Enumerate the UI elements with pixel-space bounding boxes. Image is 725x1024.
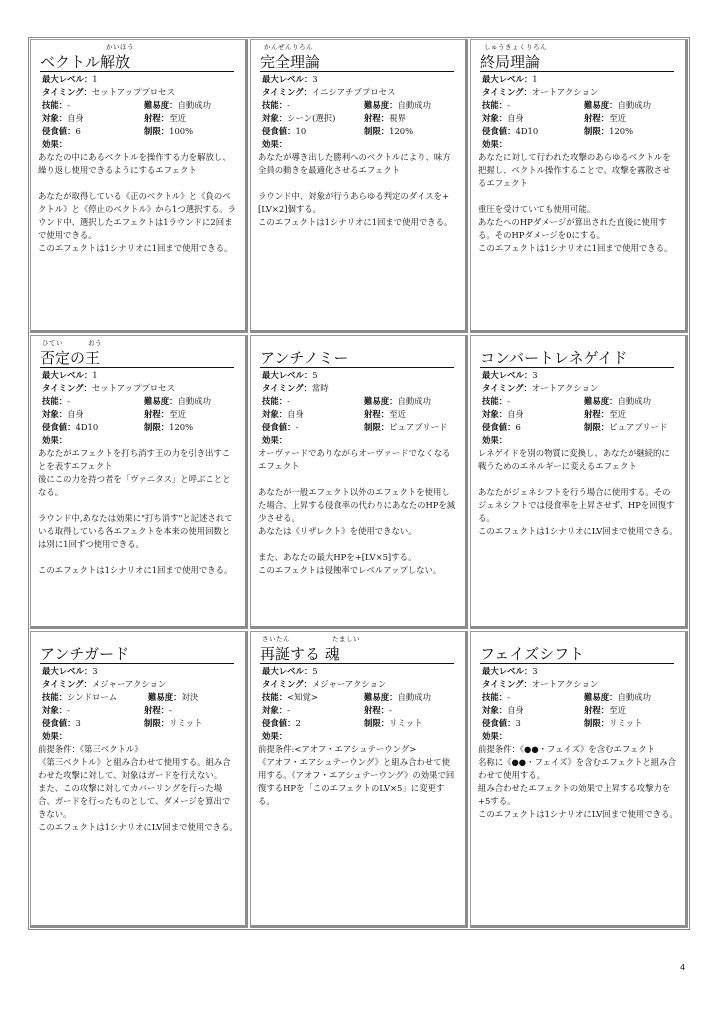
- effect-text: [258, 743, 462, 808]
- range-label: 射程: [144, 113, 161, 123]
- timing-label: タイミング: [262, 87, 304, 97]
- difficulty-value: 自動成功: [397, 692, 431, 702]
- range-value: 至近: [609, 409, 626, 419]
- card-title: 否定の王: [40, 349, 234, 368]
- target-value: -: [67, 705, 70, 715]
- skill-value: シンドローム: [67, 692, 118, 702]
- difficulty-value: 自動成功: [397, 100, 431, 110]
- target-label: 対象: [42, 409, 59, 419]
- erosion-value: 3: [75, 718, 81, 728]
- timing-label: タイミング: [42, 679, 84, 689]
- skill-label: 技能: [482, 396, 499, 406]
- limit-value: 120%: [609, 126, 634, 136]
- card-stats: 最大レベル：3 タイミング：オートアクション 技能：- 難易度：自動成功 対象：自身 射程：至近 侵食値：3 制限：リミット 効果：: [482, 666, 651, 741]
- title-ruby: たましい: [332, 635, 360, 643]
- card-stats: 最大レベル：5 タイミング：メジャーアクション 技能：<知覚> 難易度：自動成功 対象：- 射程：- 侵食値：2 制限：リミット 効果：: [262, 666, 431, 741]
- range-label: 射程: [364, 409, 381, 419]
- target-value: -: [287, 705, 290, 715]
- card-title-block: [38, 634, 242, 664]
- effect-paragraph: 名称に《●●・フェイズ》を含むエフェクトと組み合わせて使用する。: [478, 757, 676, 780]
- card-title-block: [38, 42, 242, 72]
- limit-label: 制限: [144, 718, 161, 728]
- erosion-label: 侵食値: [42, 718, 68, 728]
- range-label: 射程: [584, 705, 601, 715]
- range-value: 至近: [169, 113, 186, 123]
- effect-paragraph: あなたの中にあるベクトルを操作する力を解放し、繰り返し使用できるようにするエフェクト: [38, 152, 231, 175]
- card-stats: 最大レベル：3 タイミング：オートアクション 技能：- 難易度：自動成功 対象：自身 射程：至近 侵食値：6 制限：ピュアブリード 効果：: [482, 370, 668, 445]
- target-value: シーン(選択): [287, 113, 336, 123]
- limit-value: 100%: [169, 126, 194, 136]
- timing-value: オートアクション: [531, 383, 599, 393]
- range-value: 至近: [609, 113, 626, 123]
- target-value: 自身: [287, 409, 304, 419]
- skill-label: 技能: [262, 692, 279, 702]
- card-title-block: [478, 338, 682, 368]
- effect-text: [38, 151, 242, 255]
- limit-label: 制限: [584, 422, 601, 432]
- skill-label: 技能: [482, 692, 499, 702]
- card-stats: 最大レベル：1 タイミング：セットアッププロセス 技能：- 難易度：自動成功 対象：自身 射程：至近 侵食値：6 制限：100% 効果：: [42, 74, 211, 149]
- target-label: 対象: [42, 113, 59, 123]
- effect-card-vector-release: [30, 39, 248, 333]
- difficulty-label: 難易度: [584, 100, 610, 110]
- page-number: 4: [680, 963, 686, 972]
- card-stats: 最大レベル：3 タイミング：イニシアチブプロセス 技能：- 難易度：自動成功 対象：シーン(選択) 射程：視界 侵食値：10 制限：120% 効果：: [262, 74, 431, 149]
- card-title: 終局理論: [480, 53, 674, 72]
- target-label: 対象: [262, 705, 279, 715]
- effect-label: 効果: [42, 435, 59, 445]
- difficulty-value: 自動成功: [397, 396, 431, 406]
- effect-paragraph: このエフェクトは1シナリオに1回まで使用できる。: [258, 217, 453, 227]
- limit-label: 制限: [364, 422, 381, 432]
- erosion-label: 侵食値: [42, 126, 68, 136]
- effect-text: [478, 151, 682, 255]
- range-label: 射程: [584, 113, 601, 123]
- effect-paragraph: あなたがエフェクトを打ち消す王の力を引き出すことを表すエフェクト: [38, 448, 231, 471]
- range-value: 至近: [169, 409, 186, 419]
- limit-label: 制限: [364, 126, 381, 136]
- max-level-value: 3: [312, 74, 318, 84]
- limit-label: 制限: [364, 718, 381, 728]
- effect-paragraph: 《第三ベクトル》と組み合わせて使用する。組み合わせた攻撃に対して、対象はガードを行えない。: [38, 757, 231, 780]
- title-ruby: ひてい: [42, 339, 63, 347]
- effect-label: 効果: [482, 139, 499, 149]
- range-value: 視界: [389, 113, 406, 123]
- difficulty-label: 難易度: [144, 100, 170, 110]
- max-level-value: 1: [92, 74, 98, 84]
- effect-paragraph: このエフェクトは1シナリオに1回まで使用できる。: [38, 243, 233, 253]
- effect-paragraph: また、あなたの最大HPを+[LV×5]する。: [258, 552, 417, 562]
- range-value: 至近: [389, 409, 406, 419]
- difficulty-label: 難易度: [364, 100, 390, 110]
- effect-paragraph: このエフェクトは1シナリオに1回まで使用できる。: [38, 565, 233, 575]
- effect-card-phase-shift: [470, 631, 688, 928]
- timing-value: メジャーアクション: [311, 679, 387, 689]
- max-level-value: 5: [312, 666, 318, 676]
- target-value: 自身: [507, 409, 524, 419]
- erosion-value: 6: [75, 126, 81, 136]
- effect-paragraph: 前提条件：《第三ベクトル》: [38, 744, 143, 754]
- effect-label: 効果: [482, 435, 499, 445]
- skill-label: 技能: [42, 692, 59, 702]
- card-title: アンチノミー: [260, 349, 454, 368]
- limit-value: 120%: [389, 126, 414, 136]
- difficulty-label: 難易度: [364, 396, 390, 406]
- timing-label: タイミング: [262, 679, 304, 689]
- timing-value: オートアクション: [531, 679, 599, 689]
- max-level-label: 最大レベル: [262, 666, 304, 676]
- timing-label: タイミング: [42, 87, 84, 97]
- range-label: 射程: [584, 409, 601, 419]
- card-title-block: [258, 634, 462, 664]
- difficulty-label: 難易度: [364, 692, 390, 702]
- skill-label: 技能: [42, 100, 59, 110]
- timing-label: タイミング: [482, 679, 524, 689]
- erosion-label: 侵食値: [262, 718, 288, 728]
- timing-label: タイミング: [42, 383, 84, 393]
- skill-value: -: [287, 396, 290, 406]
- card-title-block: [478, 634, 682, 664]
- effect-label: 効果: [42, 139, 59, 149]
- erosion-value: 10: [295, 126, 307, 136]
- title-ruby: おう: [88, 339, 102, 347]
- timing-value: セットアッププロセス: [91, 383, 175, 393]
- difficulty-value: 自動成功: [177, 396, 211, 406]
- limit-label: 制限: [584, 718, 601, 728]
- max-level-value: 3: [92, 666, 98, 676]
- effect-paragraph: 組み合わせたエフェクトの効果で上昇する攻撃力を+5する。: [478, 783, 671, 806]
- difficulty-value: 対決: [181, 692, 199, 702]
- effect-paragraph: あなたに対して行われた攻撃のあらゆるベクトルを把握し、ベクトル操作することで、攻撃を霧散させるエフェクト: [478, 152, 671, 188]
- range-label: 射程: [144, 705, 161, 715]
- effect-card-antinomy: [250, 335, 468, 629]
- effect-card-final-theory: [470, 39, 688, 333]
- max-level-value: 3: [532, 666, 538, 676]
- effect-paragraph: ラウンド中,あなたは効果に"打ち消す"と記述されている取得している各エフェクトを本来の使用回数とは別に1回ずつ使用できる。: [38, 513, 233, 549]
- effect-label: 効果: [482, 731, 499, 741]
- effect-paragraph: また、この攻撃に対してカバーリングを行った場合、ガードを行ったものとして、ダメージを算出できない。: [38, 783, 231, 819]
- limit-value: リミット: [169, 718, 203, 728]
- card-title-block: [258, 42, 462, 72]
- effect-label: 効果: [262, 435, 279, 445]
- effect-card-grid: [30, 39, 688, 928]
- effect-paragraph: あなたが取得している《正のベクトル》と《負のベクトル》と《停止のベクトル》から1つ選択する。ラウンド中、選択したエフェクトは1ラウンドに2回まで使用できる。: [38, 191, 236, 240]
- range-value: -: [169, 705, 172, 715]
- limit-label: 制限: [144, 422, 161, 432]
- effect-paragraph: 後にこの力を持つ者を「ヴァニタス」と呼ぶこととなる。: [38, 474, 231, 497]
- skill-value: -: [507, 100, 510, 110]
- title-ruby: かんぜんりろん: [264, 43, 313, 51]
- target-label: 対象: [42, 705, 59, 715]
- effect-text: [478, 743, 682, 821]
- range-label: 射程: [364, 705, 381, 715]
- target-value: 自身: [67, 409, 84, 419]
- effect-text: [38, 743, 242, 834]
- erosion-label: 侵食値: [482, 718, 508, 728]
- effect-text: [478, 447, 682, 538]
- effect-text: [258, 447, 462, 577]
- skill-label: 技能: [262, 396, 279, 406]
- timing-value: メジャーアクション: [91, 679, 167, 689]
- effect-paragraph: このエフェクトは1シナリオにLV回まで使用できる。: [478, 809, 678, 819]
- timing-value: オートアクション: [531, 87, 599, 97]
- limit-value: 120%: [169, 422, 194, 432]
- skill-value: <知覚>: [287, 692, 318, 702]
- card-title-part: 再誕する: [260, 645, 321, 663]
- limit-value: リミット: [609, 718, 643, 728]
- erosion-value: 3: [515, 718, 521, 728]
- effect-paragraph: 重圧を受けていても使用可能。: [478, 204, 596, 214]
- limit-value: ピュアブリード: [609, 422, 668, 432]
- target-label: 対象: [482, 409, 499, 419]
- difficulty-value: 自動成功: [617, 692, 651, 702]
- effect-label: 効果: [262, 731, 279, 741]
- card-title: ベクトル解放: [40, 53, 234, 72]
- limit-value: リミット: [389, 718, 423, 728]
- card-stats: 最大レベル：5 タイミング：常時 技能：- 難易度：自動成功 対象：自身 射程：至近 侵食値：- 制限：ピュアブリード 効果：: [262, 370, 448, 445]
- effect-paragraph: ラウンド中、対象が行うあらゆる判定のダイスを+[LV×2]個する。: [258, 191, 450, 214]
- max-level-label: 最大レベル: [42, 370, 84, 380]
- difficulty-value: 自動成功: [617, 396, 651, 406]
- max-level-label: 最大レベル: [482, 666, 524, 676]
- skill-value: -: [507, 396, 510, 406]
- card-stats: 最大レベル：1 タイミング：セットアッププロセス 技能：- 難易度：自動成功 対象：自身 射程：至近 侵食値：4D10 制限：120% 効果：: [42, 370, 211, 445]
- erosion-value: -: [295, 422, 299, 432]
- max-level-label: 最大レベル: [482, 370, 524, 380]
- target-value: 自身: [507, 705, 524, 715]
- effect-paragraph: あなたがジェネシフトを行う場合に使用する。そのジェネシフトでは侵食率を上昇させず、HPを回復する。: [478, 487, 675, 523]
- effect-paragraph: あなたが導き出した勝利へのベクトルにより、味方全員の動きを最適化させるエフェクト: [258, 152, 451, 175]
- timing-label: タイミング: [482, 383, 524, 393]
- effect-card-reborn-soul: [250, 631, 468, 928]
- card-stats: 最大レベル：1 タイミング：オートアクション 技能：- 難易度：自動成功 対象：自身 射程：至近 侵食値：4D10 制限：120% 効果：: [482, 74, 651, 149]
- card-title: コンバートレネゲイド: [480, 349, 674, 368]
- card-title: [260, 645, 454, 664]
- timing-value: セットアッププロセス: [91, 87, 175, 97]
- effect-paragraph: このエフェクトは1シナリオに1回まで使用できる。: [478, 243, 673, 253]
- range-label: 射程: [144, 409, 161, 419]
- max-level-value: 3: [532, 370, 538, 380]
- difficulty-label: 難易度: [584, 396, 610, 406]
- effect-label: 効果: [262, 139, 279, 149]
- effect-paragraph: 前提条件：《●●・フェイズ》を含むエフェクト: [478, 744, 655, 754]
- title-ruby: さいたん: [262, 635, 290, 643]
- limit-label: 制限: [144, 126, 161, 136]
- skill-value: -: [67, 100, 70, 110]
- effect-text: [258, 151, 462, 229]
- timing-value: イニシアチブプロセス: [311, 87, 396, 97]
- card-title-block: [478, 42, 682, 72]
- card-title-part: 魂: [324, 645, 340, 663]
- max-level-value: 1: [92, 370, 98, 380]
- skill-label: 技能: [262, 100, 279, 110]
- card-stats: 最大レベル：3 タイミング：メジャーアクション 技能：シンドローム 難易度：対決 対象：- 射程：- 侵食値：3 制限：リミット 効果：: [42, 666, 203, 741]
- erosion-label: 侵食値: [42, 422, 68, 432]
- range-value: 至近: [609, 705, 626, 715]
- difficulty-label: 難易度: [584, 692, 610, 702]
- erosion-label: 侵食値: [482, 126, 508, 136]
- max-level-value: 1: [532, 74, 538, 84]
- skill-label: 技能: [42, 396, 59, 406]
- effect-card-king-of-denial: [30, 335, 248, 629]
- target-label: 対象: [482, 113, 499, 123]
- effect-card-perfect-theory: [250, 39, 468, 333]
- effect-card-anti-guard: [30, 631, 248, 928]
- effect-paragraph: このエフェクトは侵蝕率でレベルアップしない。: [258, 565, 442, 575]
- limit-label: 制限: [584, 126, 601, 136]
- title-ruby: かいほう: [106, 43, 134, 51]
- effect-paragraph: 前提条件:<アオフ・エアシュテーウング>: [258, 744, 417, 754]
- skill-value: -: [287, 100, 290, 110]
- effect-card-convert-renegade: [470, 335, 688, 629]
- max-level-value: 5: [312, 370, 318, 380]
- effect-paragraph: あなたが一般エフェクト以外のエフェクトを使用した場合、上昇する侵食率の代わりにあなたのHPを減少させる。: [258, 487, 456, 523]
- skill-label: 技能: [482, 100, 499, 110]
- card-title: 完全理論: [260, 53, 454, 72]
- difficulty-label: 難易度: [144, 396, 170, 406]
- effect-paragraph: あなたは《リザレクト》を使用できない。: [258, 526, 417, 536]
- difficulty-value: 自動成功: [177, 100, 211, 110]
- title-ruby: しゅうきょくりろん: [484, 43, 547, 51]
- effect-label: 効果: [42, 731, 59, 741]
- erosion-label: 侵食値: [482, 422, 508, 432]
- effect-paragraph: あなたへのHPダメージが算出された直後に使用する。そのHPダメージを0にする。: [478, 217, 667, 240]
- timing-label: タイミング: [262, 383, 304, 393]
- target-label: 対象: [262, 409, 279, 419]
- max-level-label: 最大レベル: [262, 74, 304, 84]
- target-value: 自身: [507, 113, 524, 123]
- card-title: アンチガード: [40, 645, 234, 664]
- effect-paragraph: 《アオフ・エアシュテーウング》と組み合わせて使用する。《アオフ・エアシュテーウング》の効果で回復するHPを「このエフェクトのLV×5」に変更する。: [258, 757, 455, 806]
- erosion-value: 2: [295, 718, 301, 728]
- effect-paragraph: オーヴァードでありながらオーヴァードでなくなるエフェクト: [258, 448, 451, 471]
- effect-paragraph: レネゲイドを別の物質に変換し、あなたが継続的に戦うためのエネルギーに変えるエフェクト: [478, 448, 670, 471]
- card-title: フェイズシフト: [480, 645, 674, 664]
- max-level-label: 最大レベル: [482, 74, 524, 84]
- target-label: 対象: [262, 113, 279, 123]
- range-value: -: [389, 705, 392, 715]
- erosion-value: 6: [515, 422, 521, 432]
- erosion-label: 侵食値: [262, 422, 288, 432]
- erosion-value: 4D10: [75, 422, 99, 432]
- skill-value: -: [67, 396, 70, 406]
- card-title-block: [258, 338, 462, 368]
- target-value: 自身: [67, 113, 84, 123]
- limit-value: ピュアブリード: [389, 422, 448, 432]
- effect-paragraph: このエフェクトは1シナリオにLV回まで使用できる。: [478, 526, 678, 536]
- erosion-label: 侵食値: [262, 126, 288, 136]
- target-label: 対象: [482, 705, 499, 715]
- max-level-label: 最大レベル: [42, 666, 84, 676]
- card-title-block: [38, 338, 242, 368]
- skill-value: -: [507, 692, 510, 702]
- erosion-value: 4D10: [515, 126, 539, 136]
- range-label: 射程: [364, 113, 381, 123]
- difficulty-value: 自動成功: [617, 100, 651, 110]
- timing-value: 常時: [311, 383, 329, 393]
- difficulty-label: 難易度: [148, 692, 174, 702]
- max-level-label: 最大レベル: [42, 74, 84, 84]
- max-level-label: 最大レベル: [262, 370, 304, 380]
- effect-text: [38, 447, 242, 577]
- timing-label: タイミング: [482, 87, 524, 97]
- effect-paragraph: このエフェクトは1シナリオにLV回まで使用できる。: [38, 822, 238, 832]
